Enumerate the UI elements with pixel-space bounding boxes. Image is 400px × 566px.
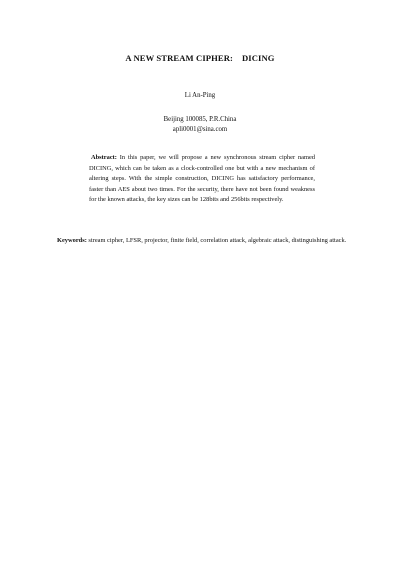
abstract-paragraph [89,153,315,206]
keywords-block [32,236,368,247]
author-name: Li An-Ping [184,92,216,99]
abstract-text: In this paper, we will propose a new synchronous stream cipher named DICING, which can be taken as a clock-controlled one but with a new mechanism of altering steps. With the simple construction, DICING has satisfactory performance, faster than AES about two times. For the security, there have not been found weakness for the known attacks, the key sizes can be 128bits and 256bits respectively. [89,154,315,204]
author-email: apli0001@sina.com [172,125,228,133]
abstract-block [89,153,315,206]
abstract-label: Abstract: [91,154,117,161]
author-affiliation [0,115,400,134]
author-address: Beijing 100085, P.R.China [163,116,237,123]
paper-title: A NEW STREAM CIPHER: DICING [125,53,275,63]
keywords-text: stream cipher, LFSR, projector, finite field, correlation attack, algebraic attack, distinguishing attack. [86,237,347,244]
keywords-label: Keywords: [57,237,87,244]
